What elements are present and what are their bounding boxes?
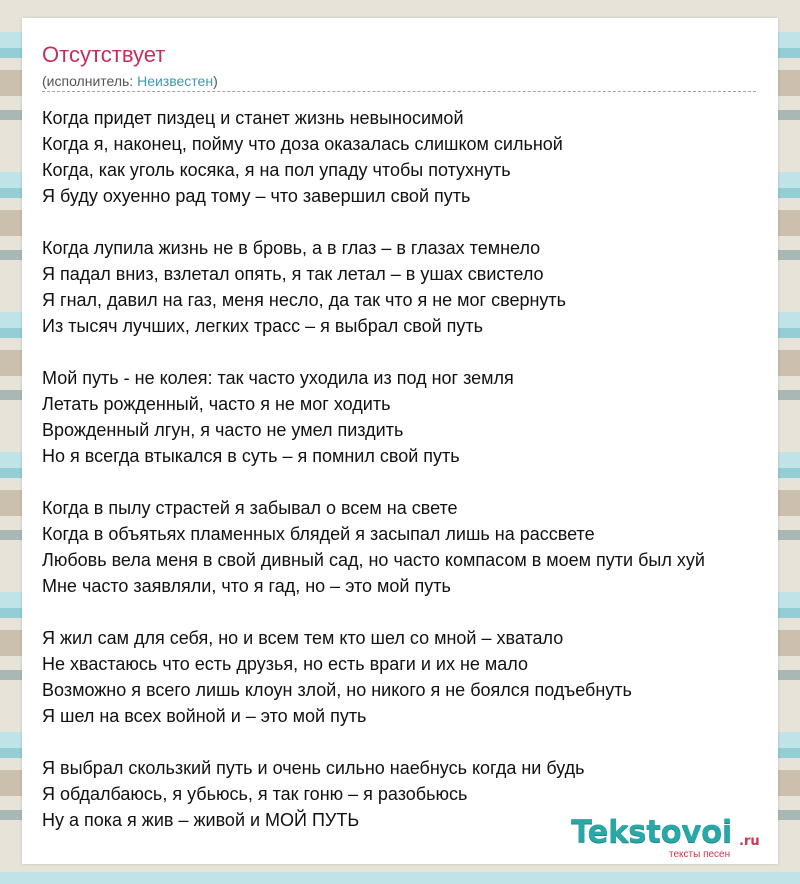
- site-logo[interactable]: [571, 814, 781, 860]
- dashed-divider: [42, 91, 756, 92]
- lyrics-line: Я гнал, давил на газ, меня несло, да так что я не мог свернуть: [42, 290, 567, 310]
- artist-suffix: ): [213, 73, 218, 89]
- lyrics-line: Ну а пока я жив – живой и МОЙ ПУТЬ: [42, 810, 360, 830]
- lyrics-stanza: [42, 365, 782, 469]
- lyrics-line: Мне часто заявляли, что я гад, но – это мой путь: [42, 576, 451, 596]
- lyrics-line: Я шел на всех войной и – это мой путь: [42, 706, 367, 726]
- lyrics-stanza: [42, 235, 782, 339]
- lyrics-line: Когда в пылу страстей я забывал о всем на свете: [42, 498, 458, 518]
- lyrics-line: Когда в объятьях пламенных блядей я засыпал лишь на рассвете: [42, 524, 595, 544]
- lyrics-stanza: [42, 495, 782, 599]
- lyrics-line: Я обдалбаюсь, я убьюсь, я так гоню – я разобьюсь: [42, 784, 468, 804]
- lyrics-line: Когда лупила жизнь не в бровь, а в глаз – в глазах темнело: [42, 238, 541, 258]
- artist-link[interactable]: Неизвестен: [137, 73, 214, 89]
- lyrics-body: [42, 105, 782, 859]
- logo-name: Tekstovoi: [571, 814, 732, 850]
- lyrics-line: Не хвастаюсь что есть друзья, но есть враги и их не мало: [42, 654, 529, 674]
- logo-tagline: тексты песен: [669, 849, 731, 860]
- lyrics-line: Возможно я всего лишь клоун злой, но никого я не боялся подъебнуть: [42, 680, 632, 700]
- lyrics-line: Когда я, наконец, пойму что доза оказалась слишком сильной: [42, 134, 563, 154]
- lyrics-sheet: [22, 18, 778, 864]
- artist-prefix: (исполнитель:: [42, 73, 138, 89]
- lyrics-line: Я буду охуенно рад тому – что завершил свой путь: [42, 186, 471, 206]
- lyrics-line: Я падал вниз, взлетал опять, я так летал – в ушах свистело: [42, 264, 544, 284]
- lyrics-line: Врожденный лгун, я часто не умел пиздить: [42, 420, 404, 440]
- lyrics-line: Когда придет пиздец и станет жизнь невыносимой: [42, 108, 464, 128]
- lyrics-line: Мой путь - не колея: так часто уходила из под ног земля: [42, 368, 514, 388]
- artist-line: [42, 73, 218, 89]
- lyrics-line: Из тысяч лучших, легких трасс – я выбрал свой путь: [42, 316, 484, 336]
- lyrics-line: Я выбрал скользкий путь и очень сильно наебнусь когда ни будь: [42, 758, 585, 778]
- lyrics-line: Любовь вела меня в свой дивный сад, но часто компасом в моем пути был хуй: [42, 550, 705, 570]
- lyrics-line: Но я всегда втыкался в суть – я помнил свой путь: [42, 446, 460, 466]
- lyrics-line: Я жил сам для себя, но и всем тем кто шел со мной – хватало: [42, 628, 564, 648]
- lyrics-stanza: [42, 625, 782, 729]
- lyrics-line: Летать рожденный, часто я не мог ходить: [42, 394, 391, 414]
- lyrics-stanza: [42, 105, 782, 209]
- lyrics-line: Когда, как уголь косяка, я на пол упаду чтобы потухнуть: [42, 160, 511, 180]
- logo-domain: .ru: [739, 834, 760, 849]
- song-title: Отсутствует: [42, 42, 166, 67]
